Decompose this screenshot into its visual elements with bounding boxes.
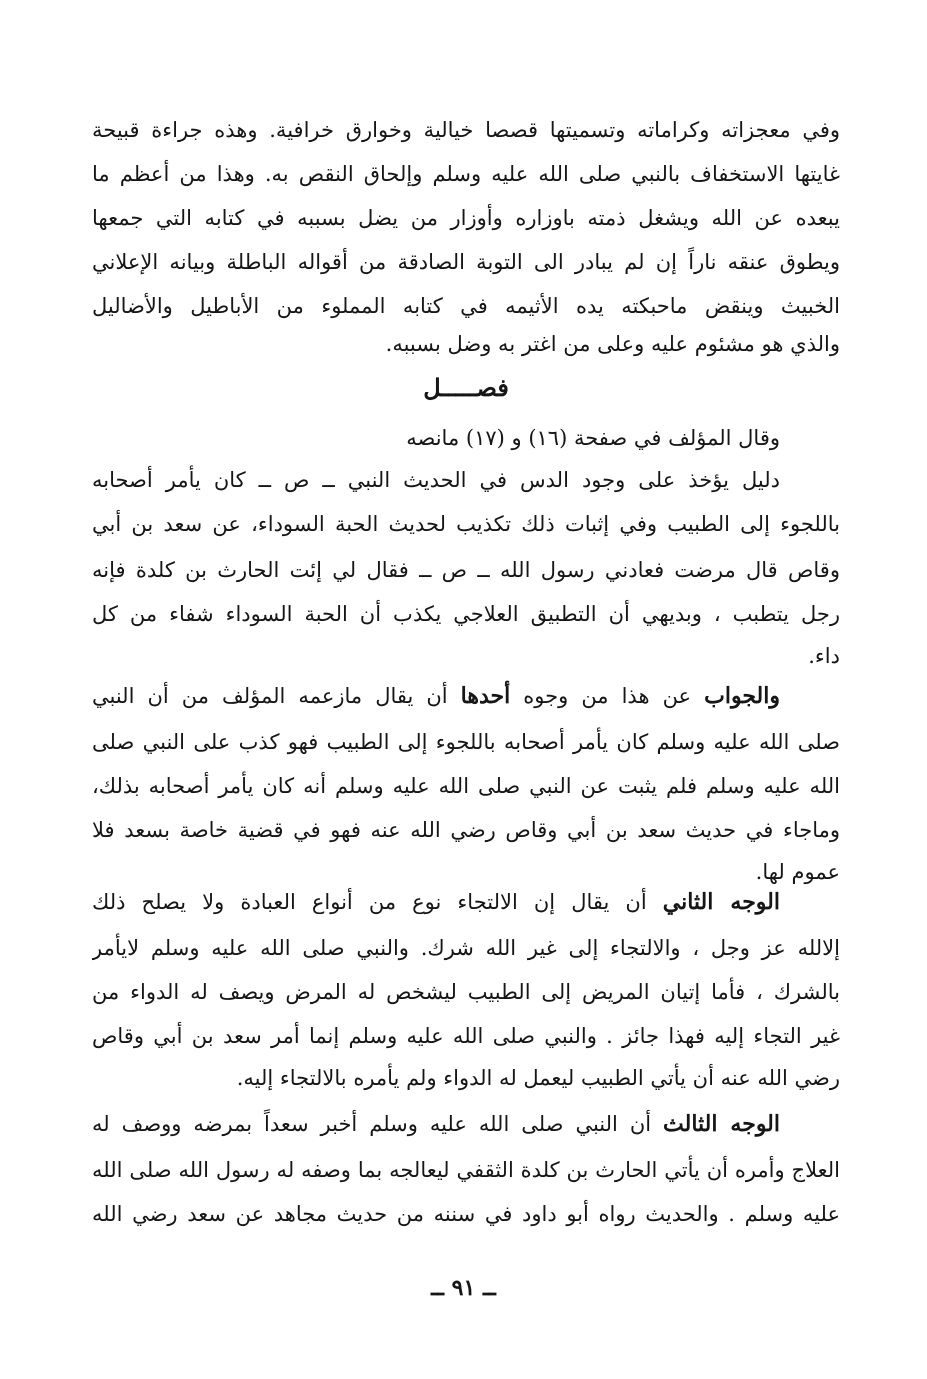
page-number: ــ ٩١ ــ — [431, 1275, 496, 1301]
answer-text: عن هذا من وجوه — [523, 684, 692, 708]
text-line: إلالله عز وجل ، والالتجاء إلى غير الله شرك. والنبي صلى الله عليه وسلم لايأمر — [92, 936, 840, 960]
text-line: يبعده عن الله ويشغل ذمته باوزاره وأوزار من يضل بسببه في كتابه التي جمعها — [92, 206, 840, 230]
text-line: عليه وسلم . والحديث رواه أبو داود في سننه من حديث مجاهد عن سعد رضي الله — [92, 1202, 840, 1226]
text-line: العلاج وأمره أن يأتي الحارث بن كلدة الثقفي ليعالجه بما وصفه له رسول الله صلى الله — [92, 1158, 840, 1182]
text-line: الله عليه وسلم فلم يثبت عن النبي صلى الله عليه وسلم أنه كان يأمر أصحابه بذلك، — [92, 774, 840, 798]
intro-line: وقال المؤلف في صفحة (١٦) و (١٧) مانصه — [406, 426, 780, 450]
section-title: فصـــــل — [423, 373, 509, 402]
text-line: دليل يؤخذ على وجود الدس في الحديث النبي ــ ص ــ كان يأمر أصحابه — [92, 468, 780, 492]
text-line: رجل يتطبب ، وبديهي أن التطبيق العلاجي يكذب أن الحبة السوداء شفاء من كل — [92, 602, 840, 626]
text-line: غايتها الاستخفاف بالنبي صلى الله عليه وسلم وإلحاق النقص به. وهذا من أعظم ما — [92, 162, 840, 186]
text-line: وفي معجزاته وكراماته وتسميتها قصصا خيالية وخوارق خرافية. وهذه جراءة قبيحة — [92, 118, 840, 142]
text-line: والذي هو مشئوم عليه وعلى من اغتر به وضل بسببه. — [385, 332, 840, 356]
text-line: غير التجاء إليه فهذا جائز . والنبي صلى الله عليه وسلم إنما أمر سعد بن أبي وقاص — [92, 1024, 840, 1048]
text-line: وقاص قال مرضت فعادني رسول الله ــ ص ــ فقال لي إئت الحارث بن كلدة فإنه — [92, 558, 840, 582]
third-first-line — [92, 1102, 780, 1146]
text-line: عموم لها. — [755, 860, 840, 884]
page-body — [92, 108, 840, 1268]
section-heading — [92, 368, 840, 408]
text-line: صلى الله عليه وسلم كان يأمر أصحابه باللجوء إلى الطبيب فهو كذب على النبي صلى — [92, 730, 840, 754]
third-label: الوجه الثالث — [663, 1111, 780, 1137]
text-line: ويطوق عنقه ناراً إن لم يبادر الى التوبة الصادقة من أقواله الباطلة وبيانه الإعلاني — [92, 250, 840, 274]
text-line: وماجاء في حديث سعد بن أبي وقاص رضي الله عنه فهو في قضية خاصة بسعد فلا — [92, 818, 840, 842]
second-first-line — [92, 880, 780, 924]
text-line: داء. — [808, 644, 840, 668]
text-line: الخبيث وينقض ماحبكته يده الأثيمه في كتابه المملوء من الأباطيل والأضاليل — [92, 294, 840, 318]
answer-first-line — [92, 674, 780, 718]
third-text: أن النبي صلى الله عليه وسلم أخبر سعداً بمرضه ووصف له — [92, 1112, 652, 1136]
answer-label-2: أحدها — [460, 683, 511, 709]
text-line: بالشرك ، فأما إتيان المريض إلى الطبيب ليشخص له المرض ويصف له الدواء من — [92, 980, 840, 1004]
text-line: رضي الله عنه أن يأتي الطبيب ليعمل له الدواء ولم يأمره بالالتجاء إليه. — [236, 1066, 840, 1090]
second-label: الوجه الثاني — [662, 889, 780, 915]
text-line: باللجوء إلى الطبيب وفي إثبات ذلك تكذيب لحديث الحبة السوداء، عن سعد بن أبي — [92, 512, 840, 536]
second-text: أن يقال إن الالتجاء نوع من أنواع العبادة ولا يصلح ذلك — [92, 890, 647, 914]
answer-label: والجواب — [704, 683, 780, 709]
answer-text: أن يقال مازعمه المؤلف من أن النبي — [92, 684, 448, 708]
